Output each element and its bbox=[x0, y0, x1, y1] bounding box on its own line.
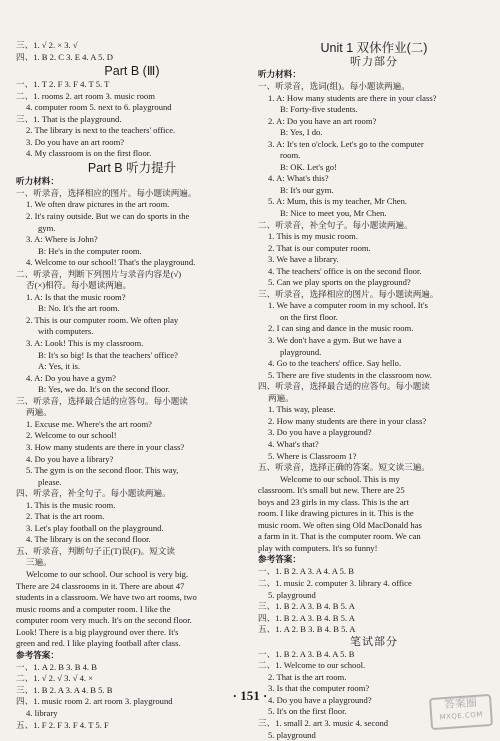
text-line: please. bbox=[38, 476, 62, 487]
text-line: 3. A: It's ten o'clock. Let's go to the computer bbox=[268, 138, 424, 149]
page-number: · 151 · bbox=[232, 688, 268, 703]
text-line: 4. Go to the teachers' office. Say hello. bbox=[268, 358, 402, 369]
section-heading: 参考答案： bbox=[16, 650, 59, 661]
text-line: 五、1. F 2. F 3. F 4. T 5. F bbox=[16, 719, 109, 730]
text-line: Welcome to our school. Our school is very big. bbox=[26, 568, 189, 579]
text-line: B: OK. Let's go! bbox=[280, 161, 337, 172]
text-line: 二、听录音，判断下列图片与录音内容是(√) bbox=[16, 268, 182, 279]
text-line: 三、1. B 2. A 3. B 4. B 5. A bbox=[258, 601, 355, 612]
section-title: 听力部分 bbox=[350, 56, 398, 68]
text-line: 2. This is our computer room. We often play bbox=[26, 314, 179, 325]
text-line: on the first floor. bbox=[280, 311, 338, 322]
text-line: 否(×)相符。每小题读两遍。 bbox=[26, 280, 132, 291]
text-line: 3. Do you have an art room? bbox=[26, 136, 125, 147]
watermark-stamp bbox=[429, 694, 493, 730]
right-column bbox=[258, 40, 490, 741]
text-line: computer room very much. It's on the second floor. bbox=[16, 615, 192, 626]
text-line: a farm in it. That is the computer room. We can bbox=[258, 531, 421, 542]
text-line: students in a classroom. We have two art rooms, two bbox=[16, 592, 197, 603]
text-line: with computers. bbox=[38, 326, 94, 337]
text-line: 2. A: Do you have an art room? bbox=[268, 115, 377, 126]
text-line: B: It's so big! Is that the teachers' office? bbox=[38, 349, 178, 360]
text-line: 4. The library is on the second floor. bbox=[26, 534, 151, 545]
text-line: 4. computer room 5. next to 6. playground bbox=[26, 102, 172, 113]
text-line: 1. This is my music room. bbox=[268, 231, 358, 242]
text-line: A: Yes, it is. bbox=[38, 361, 81, 372]
text-line: gym. bbox=[38, 222, 56, 233]
text-line: B: Yes, I do. bbox=[280, 127, 323, 138]
text-line: 1. This way, please. bbox=[268, 404, 336, 415]
text-line: 5. The gym is on the second floor. This way, bbox=[26, 465, 179, 476]
text-line: 三、听录音，选择最合适的应答句。每小题读 bbox=[16, 395, 188, 406]
text-line: room. I like drawing pictures in it. This is the bbox=[258, 508, 414, 519]
text-line: 3. A: Where is John? bbox=[26, 234, 98, 245]
text-line: 4. A: Do you have a gym? bbox=[26, 372, 116, 383]
text-line: 1. We often draw pictures in the art room. bbox=[26, 199, 170, 210]
text-line: Welcome to our school. This is my bbox=[280, 473, 400, 484]
section-title: Part B 听力提升 bbox=[87, 160, 177, 175]
text-line: 2. It's rainy outside. But we can do sports in the bbox=[26, 211, 190, 222]
text-line: 3. Is that the computer room? bbox=[268, 683, 370, 694]
text-line: 一、1. B 2. A 3. A 4. A 5. B bbox=[258, 566, 354, 577]
section-heading: 听力材料： bbox=[16, 176, 59, 187]
text-line: 5. A: Mum, this is my teacher, Mr Chen. bbox=[268, 196, 408, 207]
text-line: 二、1. music 2. computer 3. library 4. office bbox=[258, 577, 412, 588]
text-line: B: It's our gym. bbox=[280, 184, 334, 195]
text-line: 1. A: How many students are there in your class? bbox=[268, 92, 437, 103]
section-heading: 参考答案： bbox=[258, 555, 301, 566]
text-line: music room. We often sing Old MacDonald has bbox=[258, 519, 422, 530]
text-line: 三、1. √ 2. × 3. √ bbox=[16, 40, 78, 50]
left-column bbox=[16, 40, 248, 731]
text-line: 2. That is our computer room. bbox=[268, 242, 371, 253]
text-line: music rooms and a computer room. I like the bbox=[16, 603, 171, 614]
text-line: 两遍。 bbox=[268, 392, 294, 403]
text-line: 2. Welcome to our school! bbox=[26, 430, 117, 441]
text-line: 一、听录音，选择相应的图片。每小题读两遍。 bbox=[16, 187, 197, 198]
text-line: 2. I can sing and dance in the music room. bbox=[268, 323, 414, 334]
text-line: 2. How many students are there in your class? bbox=[268, 415, 427, 426]
text-line: 2. That is the art room. bbox=[26, 511, 105, 522]
section-title: Part B (Ⅲ) bbox=[104, 64, 160, 79]
text-line: classroom. It's small but new. There are 25 bbox=[258, 485, 405, 496]
text-line: 4. The teachers' office is on the second floor. bbox=[268, 265, 422, 276]
text-line: 二、1. √ 2. √ 3. √ 4. × bbox=[16, 673, 94, 684]
text-line: B: He's in the computer room. bbox=[38, 245, 142, 256]
text-line: 4. What's that? bbox=[268, 438, 319, 449]
text-line: 3. A: Look! This is my classroom. bbox=[26, 338, 144, 349]
text-line: 四、听录音，补全句子。每小题读两遍。 bbox=[16, 488, 171, 499]
text-line: 五、听录音，判断句子正(T)误(F)。短文读 bbox=[16, 545, 175, 556]
text-line: B: Nice to meet you, Mr Chen. bbox=[280, 208, 387, 219]
watermark-text: 答案圈 bbox=[443, 695, 478, 712]
text-line: 三遍。 bbox=[26, 557, 52, 568]
text-line: 1. This is the music room. bbox=[26, 499, 116, 510]
text-line: 一、听录音，选词(组)。每小题读两遍。 bbox=[258, 81, 410, 91]
text-line: 二、听录音，补全句子。每小题读两遍。 bbox=[258, 219, 413, 230]
section-title: 笔试部分 bbox=[350, 635, 398, 648]
text-line: 四、1. music room 2. art room 3. playground bbox=[16, 696, 173, 707]
text-line: 1. A: Is that the music room? bbox=[26, 291, 126, 302]
text-line: 三、听录音，选择相应的图片。每小题读两遍。 bbox=[258, 288, 439, 299]
text-line: 二、1. Welcome to our school. bbox=[258, 660, 366, 671]
text-line: 2. The library is next to the teachers' office. bbox=[26, 125, 176, 136]
text-line: 4. My classroom is on the first floor. bbox=[26, 148, 152, 159]
text-line: 三、1. small 2. art 3. music 4. second bbox=[258, 717, 389, 728]
text-line: 4. library bbox=[26, 707, 58, 718]
text-line: 5. It's on the first floor. bbox=[268, 706, 347, 717]
text-line: 3. Do you have a playground? bbox=[268, 427, 372, 438]
text-line: 5. playground bbox=[268, 589, 316, 600]
text-line: 三、1. That is the playground. bbox=[16, 113, 122, 124]
text-line: 2. That is the art room. bbox=[268, 671, 347, 682]
watermark-url: MXQE.COM bbox=[439, 710, 484, 722]
text-line: 4. A: What's this? bbox=[268, 173, 329, 184]
text-line: 四、1. B 2. A 3. B 4. B 5. A bbox=[258, 612, 355, 623]
text-line: 5. Where is Classroom 1? bbox=[268, 450, 357, 461]
text-line: 一、1. T 2. F 3. F 4. T 5. T bbox=[16, 79, 110, 90]
text-line: 四、听录音，选择最合适的应答句。每小题读 bbox=[258, 381, 430, 392]
section-heading: 听力材料： bbox=[258, 70, 301, 80]
section-title: Unit 1 双休作业(二) bbox=[320, 41, 428, 55]
text-line: 五、听录音，选择正确的答案。短文读三遍。 bbox=[258, 462, 430, 473]
text-line: play with computers. It's so funny! bbox=[258, 542, 378, 553]
text-line: 5. Can we play sports on the playground? bbox=[268, 277, 411, 288]
text-line: B: Yes, we do. It's on the second floor. bbox=[38, 384, 170, 395]
text-line: 4. Do you have a library? bbox=[26, 453, 114, 464]
text-line: 两遍。 bbox=[26, 407, 52, 418]
text-line: playground. bbox=[280, 346, 322, 357]
text-line: 1. Excuse me. Where's the art room? bbox=[26, 418, 152, 429]
text-line: 3. How many students are there in your class? bbox=[26, 441, 185, 452]
text-line: 4. Do you have a playground? bbox=[268, 694, 372, 705]
text-line: B: Forty-five students. bbox=[280, 104, 358, 115]
text-line: 一、1. B 2. A 3. B 4. A 5. B bbox=[258, 648, 355, 659]
text-line: 5. playground bbox=[268, 729, 316, 740]
text-line: 3. Let's play football on the playground. bbox=[26, 522, 164, 533]
text-line: 五、1. A 2. B 3. B 4. B 5. A bbox=[258, 624, 356, 635]
text-line: B: No. It's the art room. bbox=[38, 303, 120, 314]
text-line: 一、1. A 2. B 3. B 4. B bbox=[16, 661, 97, 672]
text-line: 四、1. B 2. C 3. E 4. A 5. D bbox=[16, 51, 113, 62]
text-line: There are 24 classrooms in it. There are about 47 bbox=[16, 580, 185, 591]
text-line: 1. We have a computer room in my school. It's bbox=[268, 300, 428, 311]
text-line: 4. Welcome to our school! That's the playground. bbox=[26, 257, 196, 268]
text-line: 二、1. rooms 2. art room 3. music room bbox=[16, 90, 155, 101]
text-line: boys and 23 girls in my class. This is the art bbox=[258, 496, 409, 507]
text-line: 3. We don't have a gym. But we have a bbox=[268, 335, 402, 346]
text-line: Look! There is a big playground over there. It's bbox=[16, 626, 179, 637]
text-line: green and red. I like playing football after class. bbox=[16, 638, 181, 649]
text-line: 三、1. B 2. A 3. A 4. B 5. B bbox=[16, 684, 113, 695]
text-line: room. bbox=[280, 150, 301, 161]
text-line: 5. There are five students in the classroom now. bbox=[268, 369, 432, 380]
text-line: 3. We have a library. bbox=[268, 254, 339, 265]
